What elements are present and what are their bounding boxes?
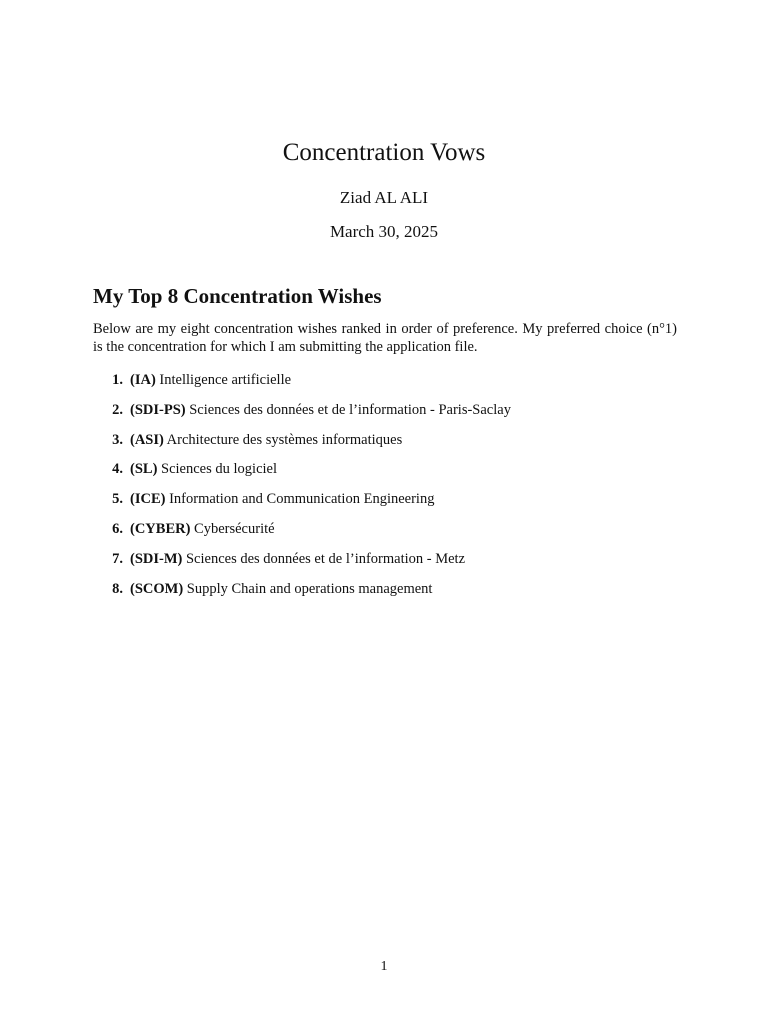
document-title: Concentration Vows [282,139,486,166]
intro-paragraph: Below are my eight concentration wishes ranked in order of preference. My preferred choice (n°1) is the concentration for which I am submitting the application file. [93,321,677,355]
wish-item-6 [93,518,683,548]
wish-number: 3. [112,431,123,448]
wish-code: (SDI-M) [130,550,183,567]
wish-code: (IA) [130,372,156,388]
wish-code: (SCOM) [130,580,184,597]
wish-item-3 [93,429,683,459]
wish-name: Supply Chain and operations management [186,580,433,597]
wish-code: (CYBER) [130,520,191,537]
wish-name: Intelligence artificielle [159,372,292,388]
wish-name: Sciences du logiciel [161,461,277,478]
wish-code: (SDI-PS) [130,401,186,418]
wish-code: (ICE) [130,491,166,508]
wish-name: Information and Communication Engineering [169,491,435,508]
wish-name: Cybersécurité [194,520,275,537]
wish-list [93,369,683,607]
document-author: Ziad AL ALI [339,188,429,207]
wish-number: 1. [112,372,123,388]
wish-name: Architecture des systèmes informatiques [166,431,403,448]
wish-item-8 [93,578,683,608]
wish-number: 8. [112,580,123,597]
document-date: March 30, 2025 [329,222,439,241]
section-heading: My Top 8 Concentration Wishes [93,284,382,308]
wish-item-5 [93,488,683,518]
wish-number: 4. [112,461,123,478]
wish-item-7 [93,548,683,578]
wish-number: 6. [112,520,123,537]
wish-number: 2. [112,401,123,418]
wish-number: 5. [112,491,123,508]
wish-name: Sciences des données et de l’information - Paris-Saclay [189,401,511,418]
wish-code: (SL) [130,461,158,478]
wish-item-1 [93,369,683,399]
wish-item-4 [93,458,683,488]
page-number: 1 [380,959,388,974]
wish-code: (ASI) [130,431,164,448]
wish-item-2 [93,399,683,429]
wish-name: Sciences des données et de l’information - Metz [185,550,466,567]
wish-number: 7. [112,550,123,567]
